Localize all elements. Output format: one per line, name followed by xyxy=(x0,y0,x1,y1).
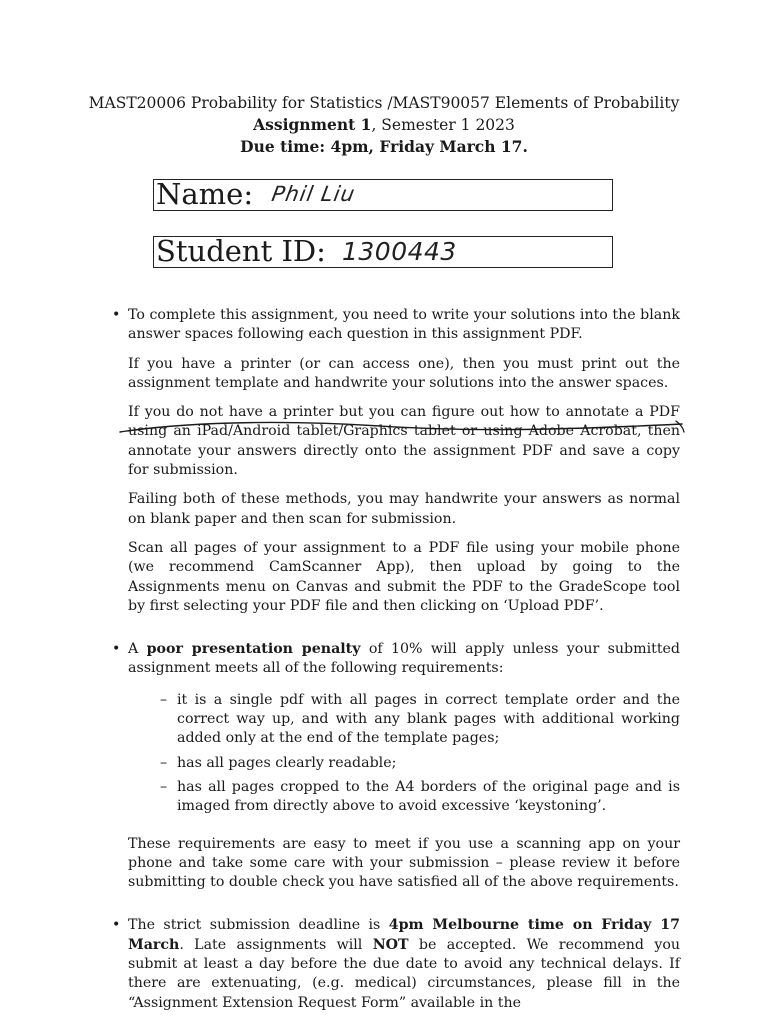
assignment-number: Assignment 1 xyxy=(253,115,372,134)
requirements-list xyxy=(160,691,680,817)
instruction-paragraph: Scan all pages of your assignment to a PDF file using your mobile phone (we recommend CamScanner App), then upload by going to the Assignments menu on Canvas and submit the PDF to the GradeScope tool by first selecting your PDF file and then clicking on ‘Upload PDF’. xyxy=(128,539,680,614)
penalty-lead-plain: A xyxy=(128,641,147,658)
semester-text: , Semester 1 2023 xyxy=(371,116,515,134)
name-handwritten-value: Phil Liu xyxy=(269,182,358,206)
deadline-text: be accepted. We recommend you submit at least a day before the due date to avoid any technical delays. If there are extenuating, (e.g. medical) circumstances, please fill in the “Assignment Extension Request Form” available in the xyxy=(128,936,681,1011)
dash-marker: – xyxy=(160,691,168,708)
student-id-field[interactable] xyxy=(153,236,613,268)
bullet-marker: • xyxy=(112,641,121,658)
document-header xyxy=(0,92,768,158)
penalty-lead-rest: of 10% will apply unless your submitted assignment meets all of the following requirements: xyxy=(128,641,681,677)
requirement-text: it is a single pdf with all pages in correct template order and the correct way up, and with any blank pages with additional working added only at the end of the template pages; xyxy=(177,691,680,747)
bullet-deadline xyxy=(110,916,680,1012)
penalty-lead xyxy=(128,640,680,679)
not-emphasis: NOT xyxy=(372,936,409,953)
instruction-paragraph: To complete this assignment, you need to write your solutions into the blank answer spaces following each question in this assignment PDF. xyxy=(128,307,680,343)
bullet-submission-method xyxy=(110,306,680,616)
instruction-paragraph: If you have a printer (or can access one), then you must print out the assignment template and handwrite your solutions into the answer spaces. xyxy=(128,355,680,391)
bullet-marker: • xyxy=(112,917,121,934)
student-id-label: Student ID: xyxy=(156,234,326,268)
penalty-term: poor presentation penalty xyxy=(146,641,361,658)
requirement-text: has all pages cropped to the A4 borders of the original page and is imaged from directly above to avoid excessive ‘keystoning’. xyxy=(177,778,680,815)
deadline-paragraph xyxy=(128,916,680,1012)
requirements-closing: These requirements are easy to meet if you use a scanning app on your phone and take some care with your submission – please review it before submitting to double check you have satisfied all of the above requirements. xyxy=(128,835,680,891)
requirement-text: has all pages clearly readable; xyxy=(177,754,397,771)
deadline-emphasis: 4pm Melbourne time on Friday 17 March xyxy=(128,917,680,953)
name-label: Name: xyxy=(156,177,254,211)
name-field[interactable] xyxy=(153,179,613,211)
dash-marker: – xyxy=(160,754,168,771)
requirement-item xyxy=(160,691,680,749)
student-id-handwritten-value: 1300443 xyxy=(342,237,457,266)
instructions xyxy=(110,306,680,1023)
course-title: MAST20006 Probability for Statistics /MAST90057 Elements of Probability xyxy=(88,94,680,112)
bullet-presentation-penalty xyxy=(110,640,680,892)
requirement-item xyxy=(160,778,680,817)
assignment-line xyxy=(0,114,768,136)
requirement-item xyxy=(160,754,680,773)
bullet-marker: • xyxy=(112,307,121,323)
instruction-paragraph: Failing both of these methods, you may handwrite your answers as normal on blank paper and then scan for submission. xyxy=(128,491,680,527)
instruction-paragraph: If you do not have a printer but you can figure out how to annotate a PDF using an iPad/Android tablet/Graphics tablet or using Adobe Acrobat, then annotate your answers directly onto the assignment PDF and save a copy for submission. xyxy=(128,404,680,479)
dash-marker: – xyxy=(160,778,168,795)
deadline-text: . Late assignments will xyxy=(179,936,373,953)
deadline-text: The strict submission deadline is xyxy=(128,917,389,934)
due-time: Due time: 4pm, Friday March 17. xyxy=(240,137,528,156)
